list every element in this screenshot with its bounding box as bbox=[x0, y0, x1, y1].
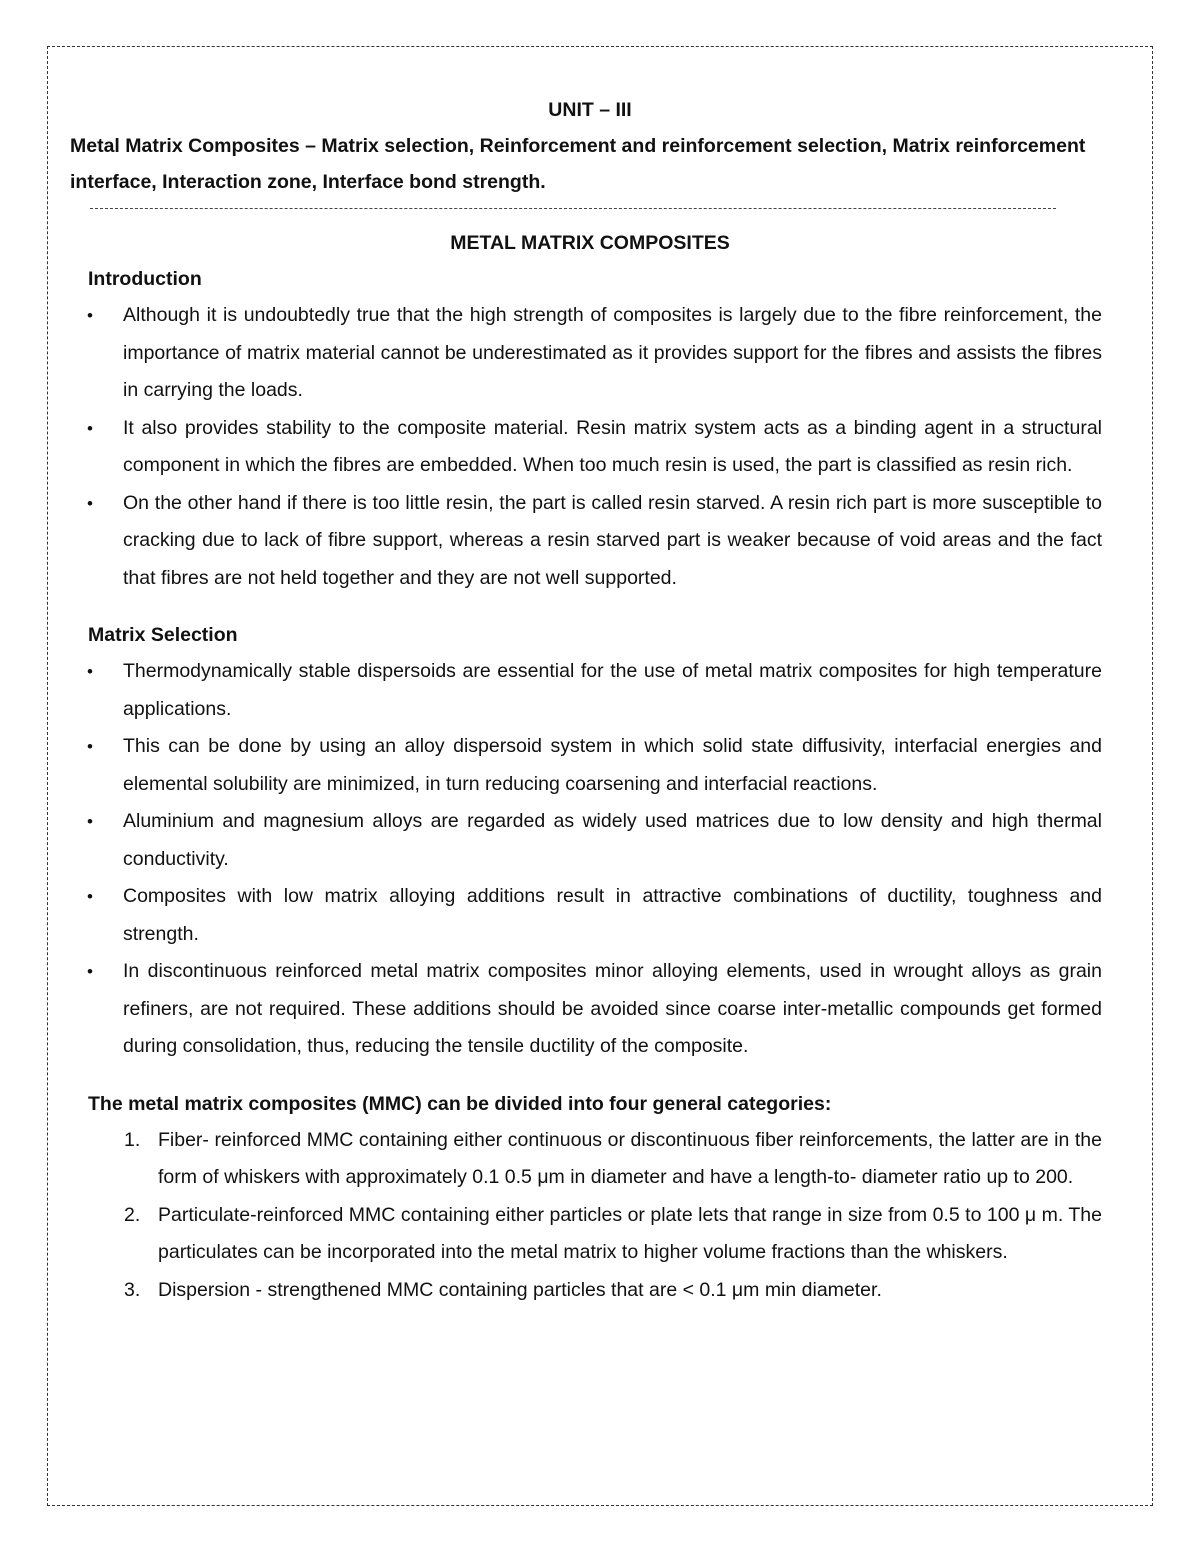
syllabus-text: Metal Matrix Composites – Matrix selection, Reinforcement and reinforcement selection, Matrix reinforcement interface, Interaction zone, Interface bond strength. bbox=[70, 135, 1086, 193]
list-item bbox=[70, 1197, 1102, 1272]
bullet-icon: • bbox=[87, 962, 93, 981]
list-item-text: It also provides stability to the composite material. Resin matrix system acts as a binding agent in a structural component in which the fibres are embedded. When too much resin is used, the part is classified as resin rich. bbox=[123, 416, 1102, 476]
list-number: 3. bbox=[124, 1278, 141, 1301]
list-number: 1. bbox=[124, 1128, 141, 1151]
introduction-list bbox=[70, 297, 1102, 597]
list-item-text: Although it is undoubtedly true that the high strength of composites is largely due to the fibre reinforcement, the importance of matrix material cannot be underestimated as it provides support for the fibres and assists the fibres in carrying the loads. bbox=[123, 304, 1102, 401]
list-item bbox=[70, 1272, 1102, 1310]
bullet-icon: • bbox=[87, 737, 93, 756]
list-item-text: Particulate-reinforced MMC containing either particles or plate lets that range in size from 0.5 to 100 μ m. The particulates can be incorporated into the metal matrix to higher volume fractions than the whiskers. bbox=[158, 1203, 1102, 1263]
list-item-text: Fiber- reinforced MMC containing either continuous or discontinuous fiber reinforcements, the latter are in the form of whiskers with approximately 0.1 0.5 μm in diameter and have a length-to- diameter ratio up to 200. bbox=[158, 1128, 1102, 1188]
list-item bbox=[70, 728, 1102, 803]
bullet-icon: • bbox=[87, 662, 93, 681]
list-number: 2. bbox=[124, 1203, 141, 1226]
bullet-icon: • bbox=[87, 418, 93, 438]
list-item bbox=[70, 1122, 1102, 1197]
unit-title: UNIT – III bbox=[548, 99, 632, 121]
list-item bbox=[70, 953, 1102, 1066]
list-item bbox=[70, 485, 1102, 598]
list-item-text: Composites with low matrix alloying additions result in attractive combinations of ductility, toughness and strength. bbox=[123, 885, 1102, 945]
introduction-heading: Introduction bbox=[88, 268, 202, 290]
section-title: METAL MATRIX COMPOSITES bbox=[450, 232, 730, 254]
matrix-selection-list bbox=[70, 653, 1102, 1066]
list-item bbox=[70, 878, 1102, 953]
bullet-icon: • bbox=[87, 493, 93, 513]
list-item-text: Thermodynamically stable dispersoids are essential for the use of metal matrix composites for high temperature applications. bbox=[123, 660, 1102, 720]
list-item-text: Aluminium and magnesium alloys are regarded as widely used matrices due to low density and high thermal conductivity. bbox=[123, 810, 1102, 870]
list-item-text: This can be done by using an alloy dispersoid system in which solid state diffusivity, interfacial energies and elemental solubility are minimized, in turn reducing coarsening and interfacial reactions. bbox=[123, 735, 1102, 795]
list-item bbox=[70, 803, 1102, 878]
list-item bbox=[70, 653, 1102, 728]
categories-list bbox=[70, 1122, 1102, 1310]
matrix-selection-heading: Matrix Selection bbox=[88, 624, 238, 646]
bullet-icon: • bbox=[87, 887, 93, 906]
dashed-divider bbox=[90, 208, 1056, 209]
list-item bbox=[70, 410, 1102, 485]
list-item bbox=[70, 297, 1102, 410]
categories-heading: The metal matrix composites (MMC) can be divided into four general categories: bbox=[88, 1092, 832, 1115]
list-item-text: In discontinuous reinforced metal matrix composites minor alloying elements, used in wrought alloys as grain refiners, are not required. These additions should be avoided since coarse inter-metallic compounds get formed during consolidation, thus, reducing the tensile ductility of the composite. bbox=[123, 960, 1102, 1057]
bullet-icon: • bbox=[87, 306, 93, 325]
bullet-icon: • bbox=[87, 812, 93, 831]
list-item-text: Dispersion - strengthened MMC containing particles that are < 0.1 μm min diameter. bbox=[158, 1278, 882, 1301]
document-body bbox=[70, 92, 1110, 1309]
list-item-text: On the other hand if there is too little resin, the part is called resin starved. A resin rich part is more susceptible to cracking due to lack of fibre support, whereas a resin starved part is weaker because of void areas and the fact that fibres are not held together and they are not well supported. bbox=[123, 491, 1102, 589]
